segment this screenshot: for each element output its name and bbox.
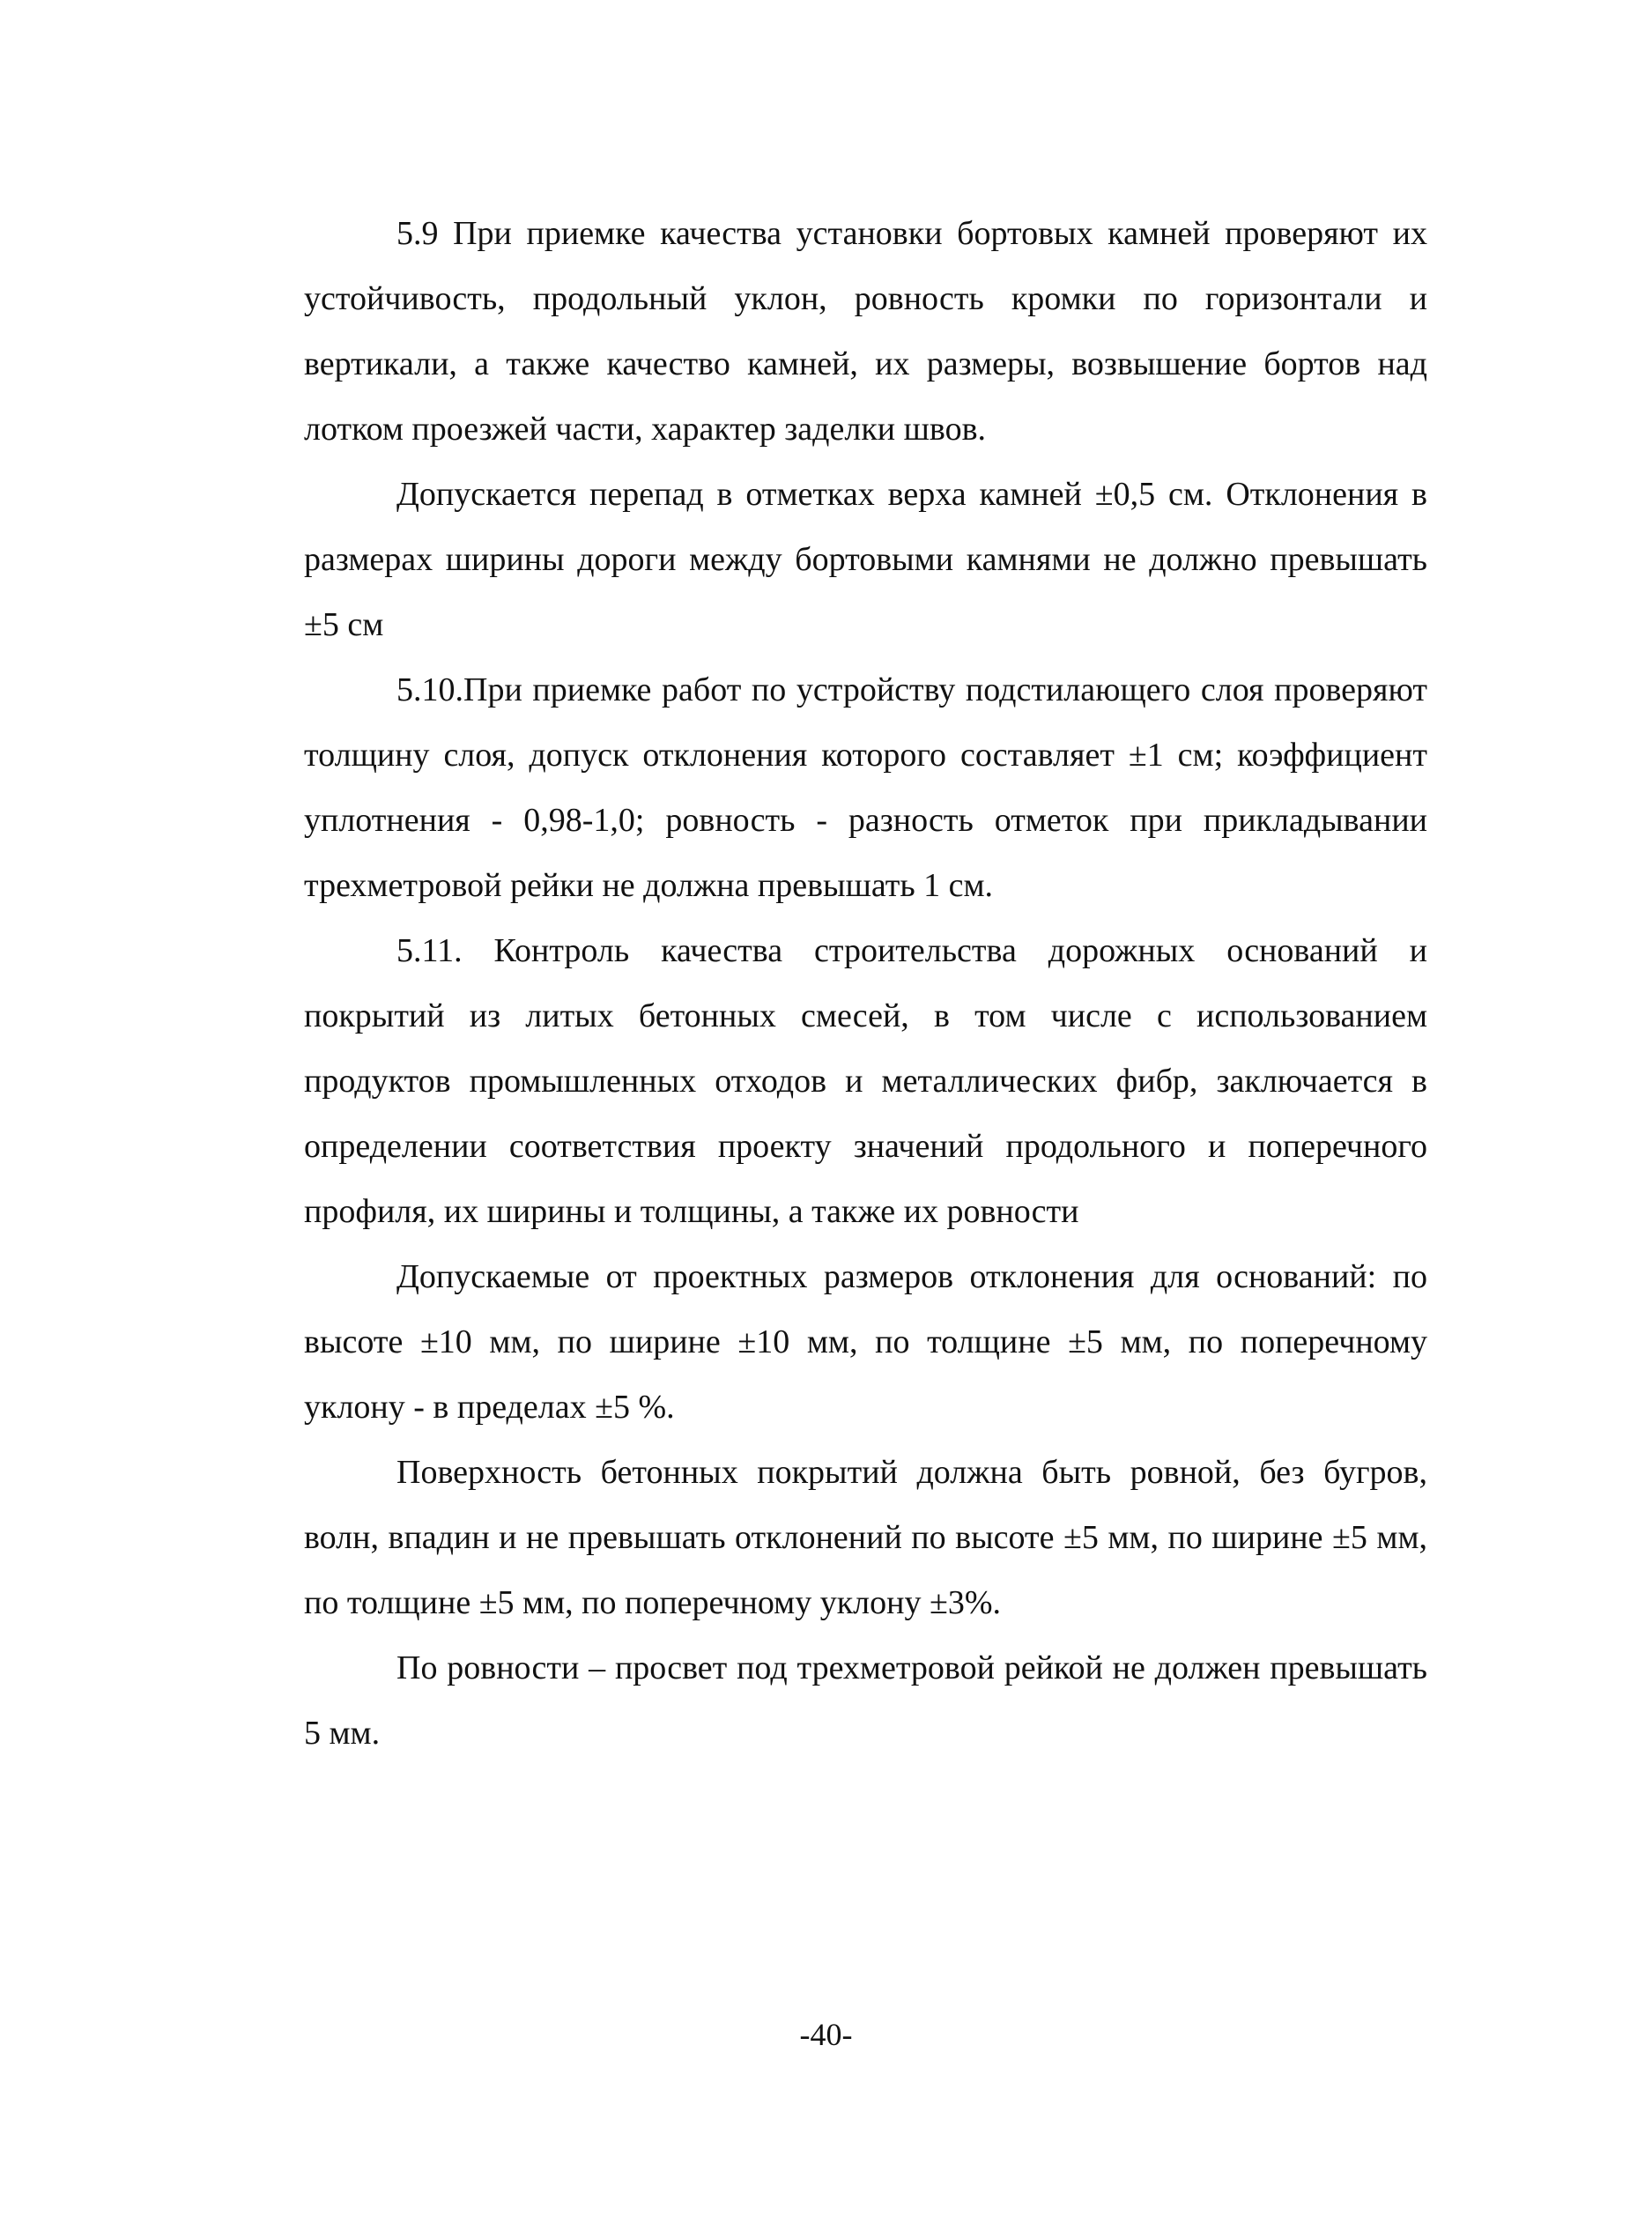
paragraph-5-11: 5.11. Контроль качества строительства дорожных оснований и покрытий из литых бетонных смесей, в том числе с использованием продуктов промышленных отходов и металлических фибр, заключается в определении соответствия проекту значений продольного и поперечного профиля, их ширины и толщины, а также их ровности xyxy=(304,932,1427,1230)
paragraph-evenness: По ровности – просвет под трехметровой рейкой не должен превышать 5 мм. xyxy=(304,1649,1427,1752)
body-text xyxy=(304,201,1427,1766)
paragraph-5-9: 5.9 При приемке качества установки бортовых камней проверяют их устойчивость, продольный уклон, ровность кромки по горизонтали и вертикали, а также качество камней, их размеры, возвышение бортов над лотком проезжей части, характер заделки швов. xyxy=(304,215,1427,448)
paragraph-base-tolerances: Допускаемые от проектных размеров отклонения для оснований: по высоте ±10 мм, по ширине ±10 мм, по толщине ±5 мм, по поперечному уклону - в пределах ±5 %. xyxy=(304,1258,1427,1426)
page-number: -40- xyxy=(799,2017,853,2052)
paragraph-surface-requirements: Поверхность бетонных покрытий должна быть ровной, без бугров, волн, впадин и не превышать отклонений по высоте ±5 мм, по ширине ±5 мм, по толщине ±5 мм, по поперечному уклону ±3%. xyxy=(304,1454,1427,1621)
paragraph-curb-tolerance: Допускается перепад в отметках верха камней ±0,5 см. Отклонения в размерах ширины дороги между бортовыми камнями не должно превышать ±5 см xyxy=(304,476,1427,643)
paragraph-5-10: 5.10.При приемке работ по устройству подстилающего слоя проверяют толщину слоя, допуск отклонения которого составляет ±1 см; коэффициент уплотнения - 0,98-1,0; ровность - разность отметок при прикладывании трехметровой рейки не должна превышать 1 см. xyxy=(304,671,1427,904)
